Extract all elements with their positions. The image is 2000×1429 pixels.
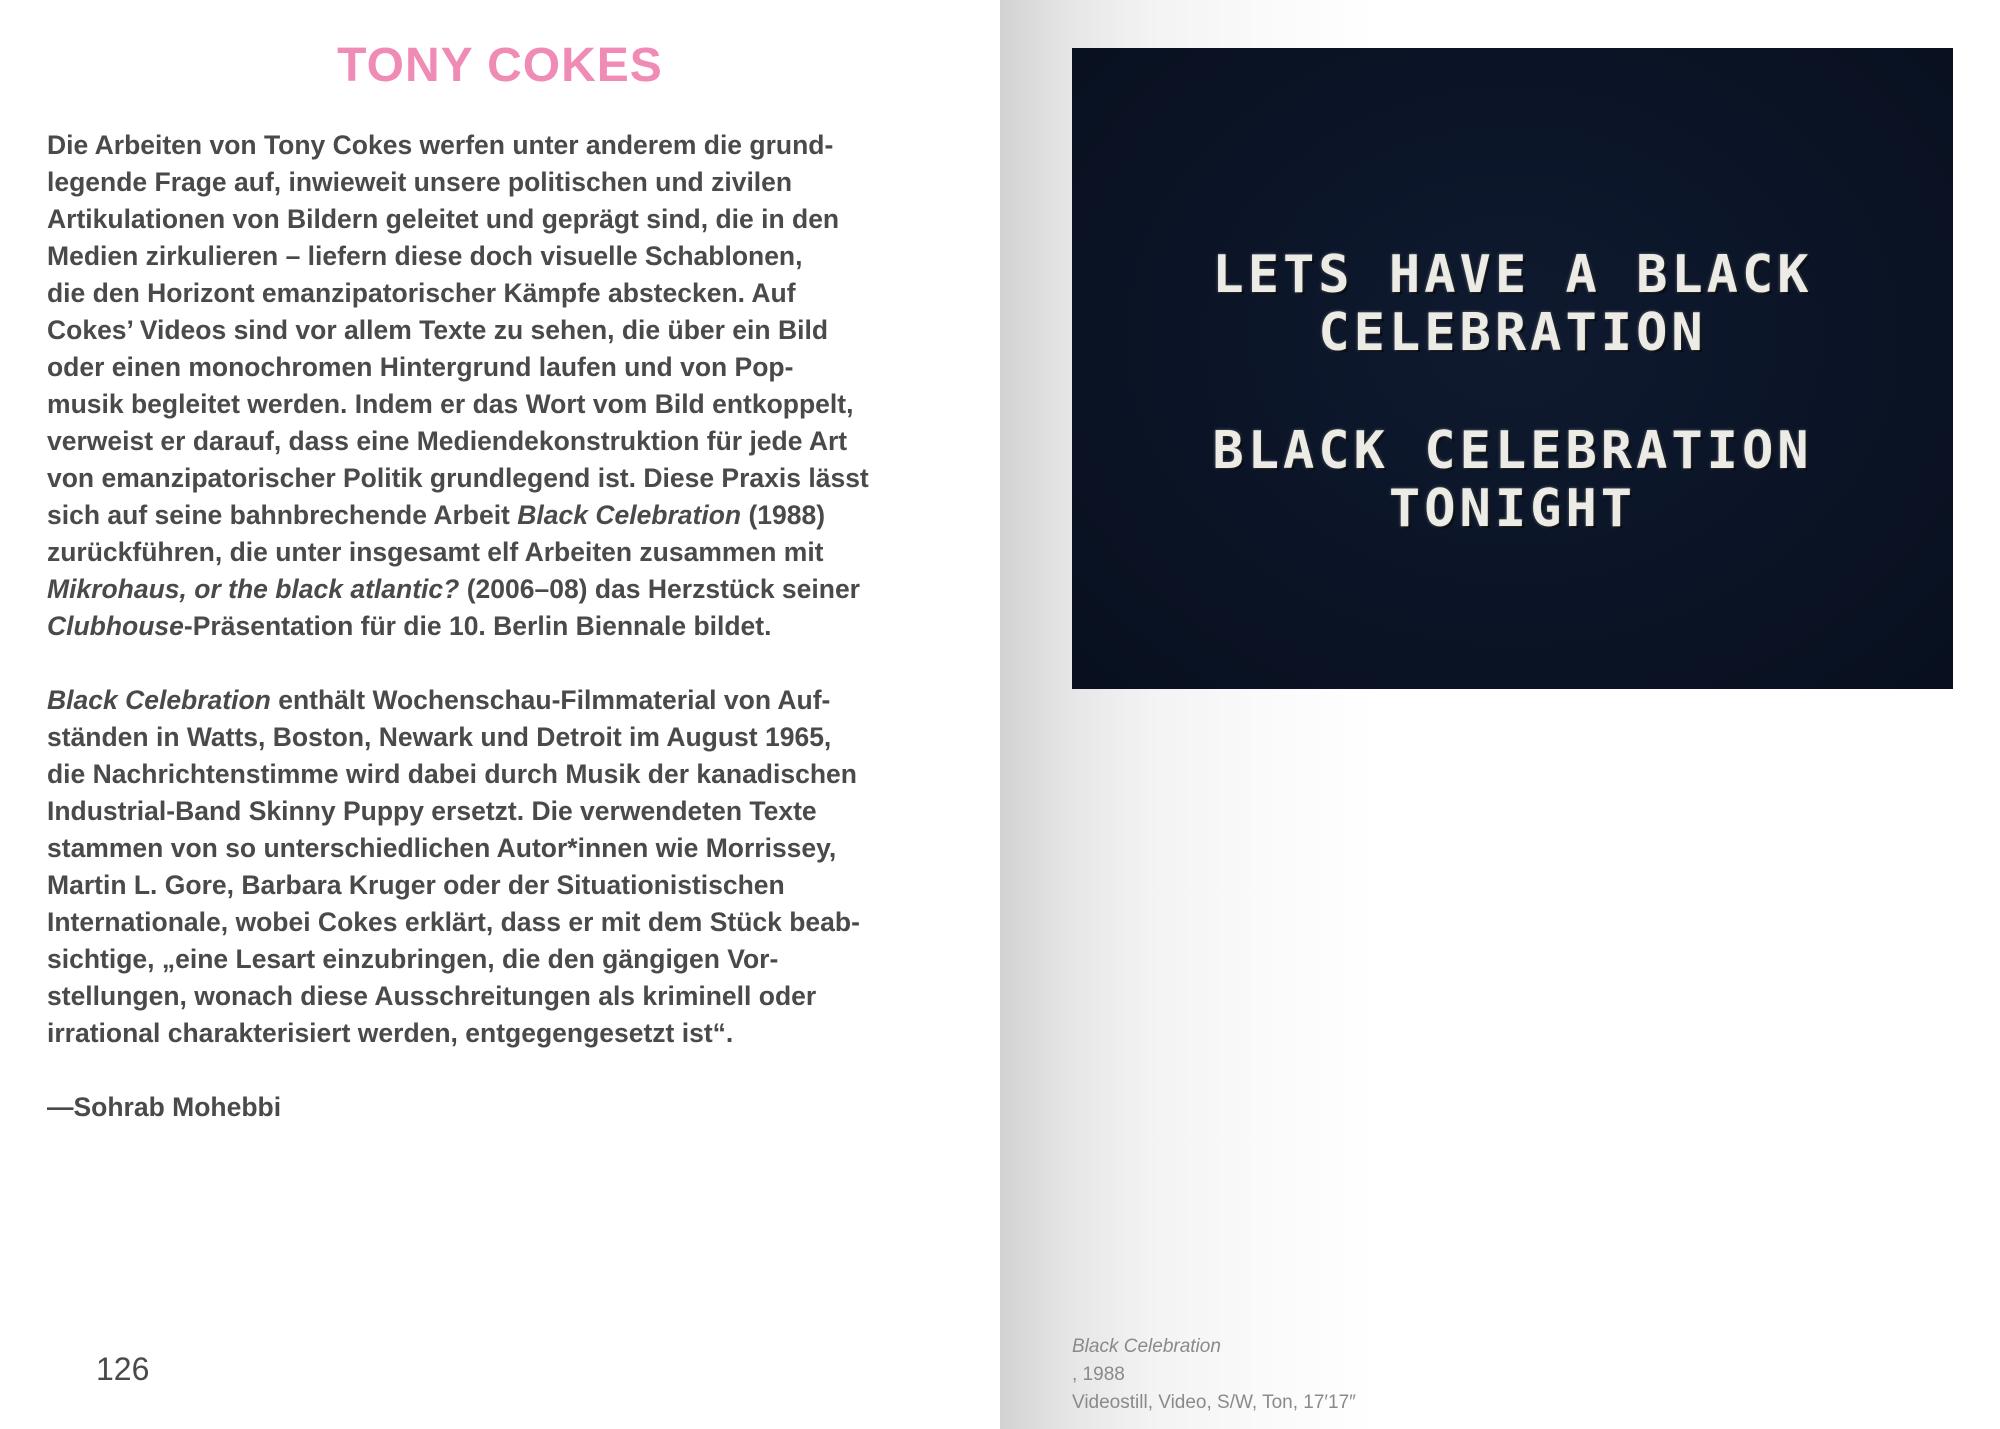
work-title: Black Celebration (517, 500, 742, 530)
text-segment: -Präsentation für die 10. Berlin Biennale bildet. (183, 611, 772, 641)
text-line: oder einen monochromen Hintergrund laufen und von Pop- (47, 352, 794, 382)
text-line: sichtige, „eine Lesart einzubringen, die den gängigen Vor- (47, 944, 779, 974)
text-line: Industrial-Band Skinny Puppy ersetzt. Die verwendeten Texte (47, 796, 817, 826)
text-line: verweist er darauf, dass eine Mediendekonstruktion für jede Art (47, 426, 848, 456)
text-line: stammen von so unterschiedlichen Autor*innen wie Morrissey, (47, 833, 837, 863)
text-line: Die Arbeiten von Tony Cokes werfen unter anderem die grund- (47, 130, 834, 160)
image-caption (1072, 1333, 1356, 1417)
text-line: legende Frage auf, inwieweit unsere politischen und zivilen (47, 167, 793, 197)
text-segment: (2006–08) das Herzstück seiner (459, 574, 860, 604)
text-line (47, 497, 987, 534)
caption-line-1 (1072, 1333, 1356, 1389)
still-text-line: LETS HAVE A BLACK (1212, 245, 1813, 305)
work-title: Clubhouse (47, 611, 184, 641)
text-line: ständen in Watts, Boston, Newark und Detroit im August 1965, (47, 722, 832, 752)
work-title: Black Celebration (47, 685, 271, 715)
text-line: zurückführen, die unter insgesamt elf Arbeiten zusammen mit (47, 537, 824, 567)
text-line: Martin L. Gore, Barbara Kruger oder der Situationistischen (47, 870, 785, 900)
caption-details: Videostill, Video, S/W, Ton, 17′17″ (1072, 1392, 1356, 1413)
text-line (47, 571, 987, 608)
still-text-block-2 (1072, 422, 1953, 538)
caption-year: , 1988 (1072, 1364, 1125, 1385)
work-title: Mikrohaus, or the black atlantic? (47, 574, 460, 604)
text-line: die Nachrichtenstimme wird dabei durch Musik der kanadischen (47, 759, 857, 789)
still-text-line: TONIGHT (1388, 479, 1637, 539)
page-number: 126 (96, 1351, 150, 1387)
text-line: von emanzipatorischer Politik grundlegend ist. Diese Praxis lässt (47, 463, 869, 493)
video-still-image (1072, 48, 1953, 689)
still-text-line: BLACK CELEBRATION (1212, 421, 1813, 481)
caption-work-title: Black Celebration (1072, 1336, 1221, 1357)
text-segment: (1988) (741, 500, 826, 530)
paragraph-gap (47, 645, 987, 682)
text-line (47, 682, 987, 719)
text-line: musik begleitet werden. Indem er das Wort vom Bild entkoppelt, (47, 389, 854, 419)
paragraph-gap (47, 1052, 987, 1089)
article-body (47, 127, 987, 1126)
author-signature: —Sohrab Mohebbi (47, 1092, 282, 1122)
text-line: Artikulationen von Bildern geleitet und geprägt sind, die in den (47, 204, 840, 234)
text-segment: enthält Wochenschau-Filmmaterial von Auf- (270, 685, 831, 715)
text-line: Medien zirkulieren – liefern diese doch visuelle Schablonen, (47, 241, 803, 271)
text-line: die den Horizont emanzipatorischer Kämpfe abstecken. Auf (47, 278, 796, 308)
still-text-line: CELEBRATION (1318, 303, 1707, 363)
text-line: stellungen, wonach diese Ausschreitungen als kriminell oder (47, 981, 817, 1011)
article-title: TONY COKES (337, 39, 663, 92)
still-text-block-1 (1072, 246, 1953, 362)
text-line: Cokes’ Videos sind vor allem Texte zu sehen, die über ein Bild (47, 315, 829, 345)
text-line (47, 608, 987, 645)
text-line: Internationale, wobei Cokes erklärt, dass er mit dem Stück beab- (47, 907, 860, 937)
text-segment: sich auf seine bahnbrechende Arbeit (47, 500, 518, 530)
text-line: irrational charakterisiert werden, entgegengesetzt ist“. (47, 1018, 734, 1048)
